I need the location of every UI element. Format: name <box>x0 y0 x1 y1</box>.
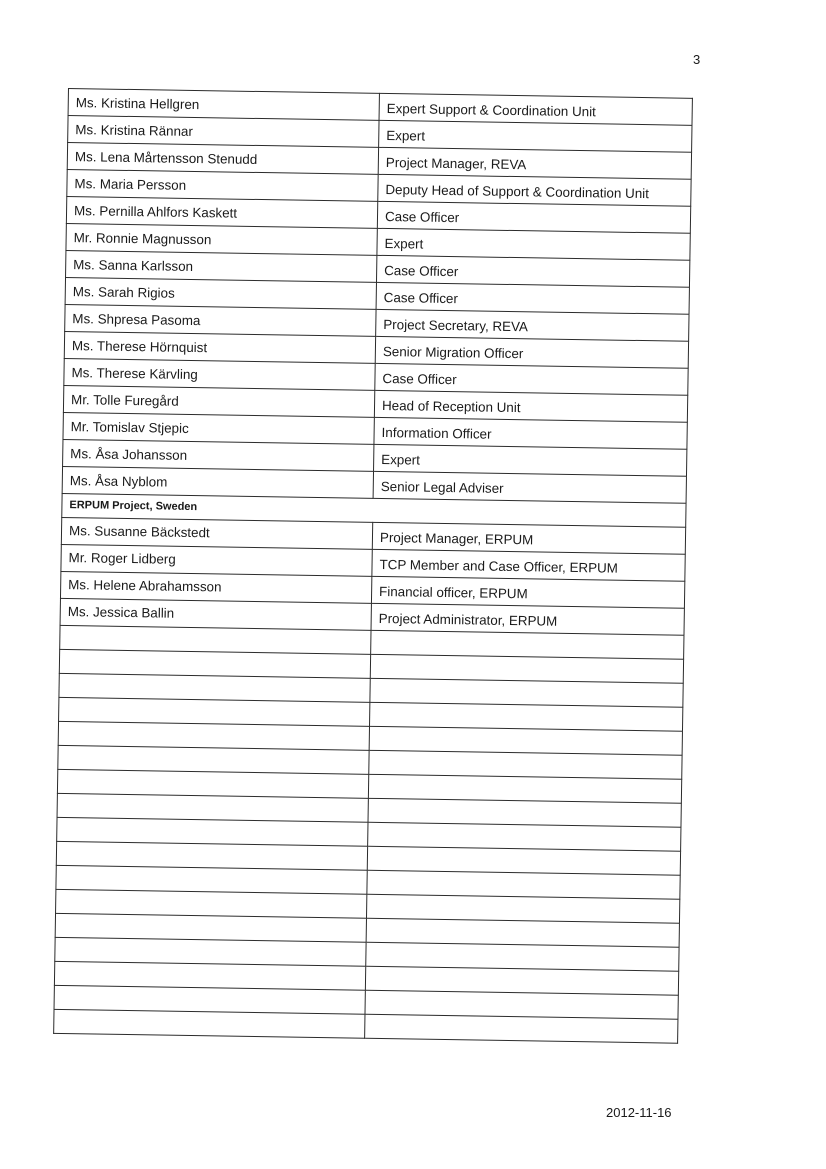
footer-date: 2012-11-16 <box>606 1105 672 1120</box>
participant-name-cell <box>54 1009 365 1038</box>
participant-name-cell: Ms. Jessica Ballin <box>60 598 371 630</box>
participant-role-cell: Case Officer <box>376 255 689 287</box>
participant-role-cell: Information Officer <box>374 417 687 449</box>
participant-role-cell: Project Secretary, REVA <box>376 309 689 341</box>
participant-name-cell: Ms. Therese Kärvling <box>64 358 375 390</box>
participant-name-cell: Ms. Shpresa Pasoma <box>65 304 376 336</box>
page-number: 3 <box>693 52 701 67</box>
participant-name-cell: Ms. Helene Abrahamsson <box>60 571 371 603</box>
participant-name-cell: Mr. Tolle Furegård <box>63 385 374 417</box>
participant-name-cell: Ms. Sarah Rigios <box>65 277 376 309</box>
participant-role-cell: Case Officer <box>375 363 688 395</box>
participant-role-cell: Head of Reception Unit <box>374 390 687 422</box>
participant-role-cell: Expert <box>374 444 687 476</box>
participant-name-cell: Ms. Pernilla Ahlfors Kaskett <box>66 196 377 228</box>
participant-role-cell: TCP Member and Case Officer, ERPUM <box>372 549 685 581</box>
participant-name-cell: Ms. Kristina Hellgren <box>68 89 379 121</box>
participant-role-cell: Senior Migration Officer <box>375 336 688 368</box>
participant-name-cell: Ms. Sanna Karlsson <box>66 250 377 282</box>
participant-name-cell: Ms. Maria Persson <box>67 169 378 201</box>
participant-role-cell: Expert Support & Coordination Unit <box>379 93 692 125</box>
participant-role-cell: Expert <box>379 120 692 152</box>
participant-name-cell: Ms. Kristina Rännar <box>68 116 379 148</box>
participant-role-cell: Project Manager, ERPUM <box>372 522 685 554</box>
participant-table <box>53 88 693 1043</box>
participant-name-cell: Ms. Lena Mårtensson Stenudd <box>67 143 378 175</box>
participant-name-cell: Mr. Ronnie Magnusson <box>66 223 377 255</box>
participant-role-cell: Case Officer <box>377 201 690 233</box>
participant-name-cell: Ms. Åsa Nyblom <box>62 466 373 498</box>
participant-role-cell: Financial officer, ERPUM <box>371 576 684 608</box>
participant-role-cell: Project Administrator, ERPUM <box>371 603 684 635</box>
participant-name-cell: Mr. Roger Lidberg <box>61 544 372 576</box>
participant-name-cell: Ms. Åsa Johansson <box>63 439 374 471</box>
participant-role-cell: Case Officer <box>376 282 689 314</box>
participant-table-container <box>53 88 692 1043</box>
participant-role-cell: Senior Legal Adviser <box>373 471 686 503</box>
section-title: ERPUM Project, Sweden <box>62 493 686 526</box>
participant-role-cell: Deputy Head of Support & Coordination Unit <box>378 174 691 206</box>
participant-name-cell: Mr. Tomislav Stjepic <box>63 412 374 444</box>
participant-name-cell: Ms. Susanne Bäckstedt <box>61 517 372 549</box>
participant-role-cell: Expert <box>377 228 690 260</box>
participant-name-cell: Ms. Therese Hörnquist <box>64 331 375 363</box>
participant-role-cell <box>365 1014 678 1043</box>
participant-role-cell: Project Manager, REVA <box>378 147 691 179</box>
